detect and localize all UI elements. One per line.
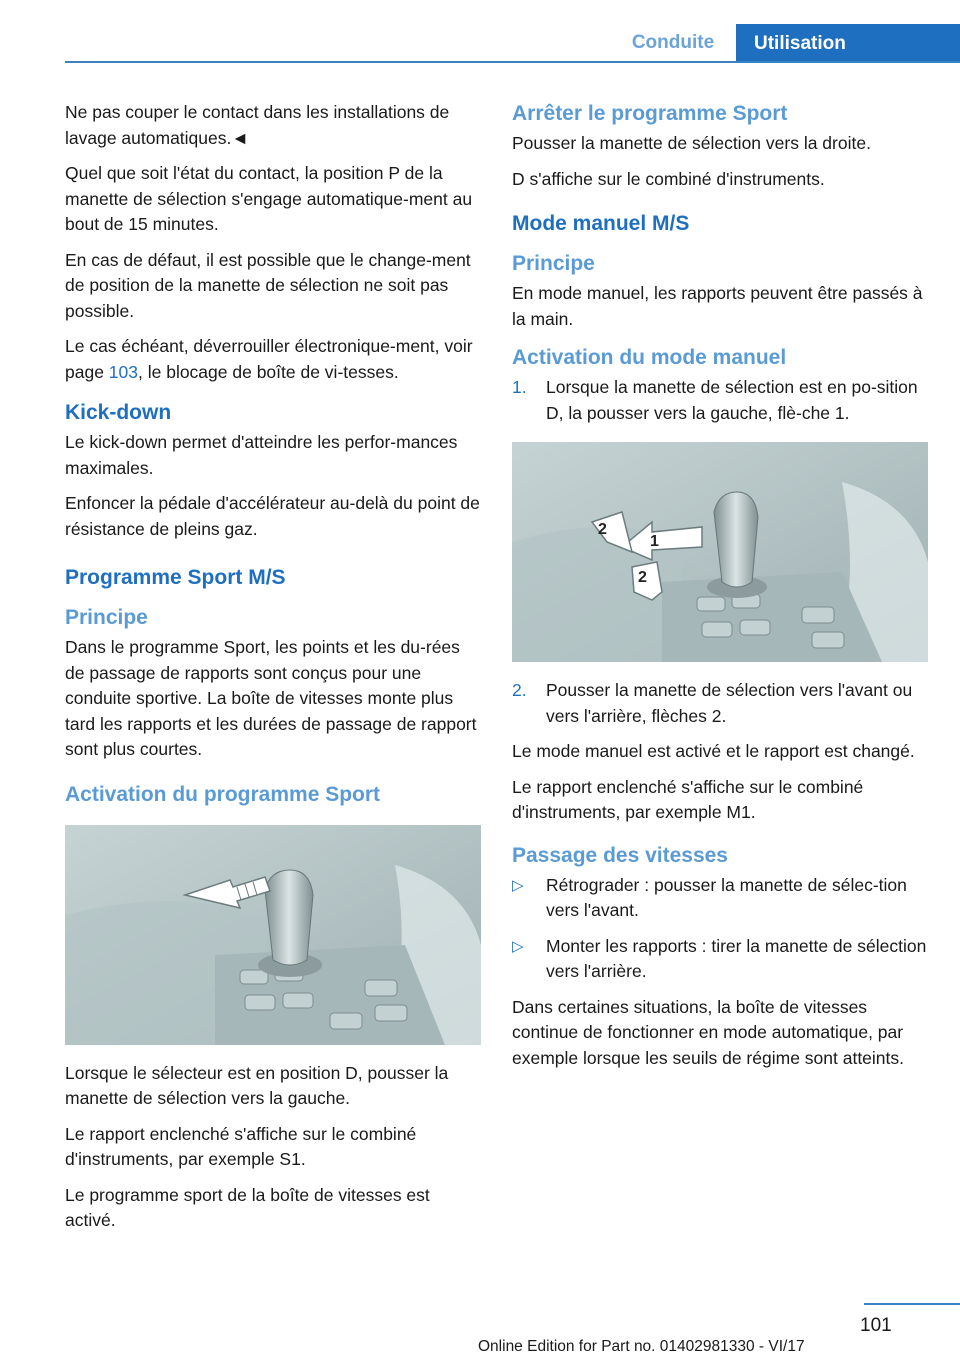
triangle-bullet-icon: ▷ (512, 876, 524, 894)
paragraph: Le kick-down permet d'atteindre les perfor‐mances maximales. (65, 432, 458, 478)
step-number: 1. (512, 377, 527, 397)
bullet-text: Monter les rapports : tirer la manette de sélection vers l'arrière. (546, 935, 927, 981)
paragraph: Dans le programme Sport, les points et les du‐rées de passage de rapports sont conçus pour une conduite sportive. La boîte de vitesses monte plus tard les rapports et les durées de passage de rapport sont plus courtes. (65, 637, 477, 759)
paragraph: Le programme sport de la boîte de vitesses est activé. (65, 1184, 430, 1230)
page-number: 101 (860, 1315, 892, 1336)
page-link[interactable]: 103 (108, 361, 138, 382)
paragraph: Pousser la manette de sélection vers la droite. (512, 133, 871, 153)
heading-manual-mode: Mode manuel M/S (512, 212, 690, 235)
bullet-text: Rétrograder : pousser la manette de sélec‐tion vers l'avant. (546, 874, 907, 920)
list-item (512, 873, 928, 924)
list-item (512, 375, 928, 426)
heading-sport-program: Programme Sport M/S (65, 566, 286, 589)
bullet-list (512, 873, 928, 985)
step-text: Pousser la manette de sélection vers l'avant ou vers l'arrière, flèches 2. (546, 680, 913, 726)
edition-footer: Online Edition for Part no. 01402981330 - VI/17 (478, 1338, 805, 1355)
step-number: 2. (512, 680, 527, 700)
left-column (65, 100, 481, 1244)
arrow-1-label: 1 (650, 533, 659, 550)
paragraph: Enfoncer la pédale d'accélérateur au-delà du point de résistance de pleins gaz. (65, 493, 480, 539)
text: Le cas échéant, déverrouiller électronique‐ment, voir page (65, 336, 473, 382)
footer-divider (864, 1303, 960, 1305)
subheading-stop-sport: Arrêter le programme Sport (512, 102, 788, 125)
paragraph: Quel que soit l'état du contact, la position P de la manette de sélection s'engage automatique‐ment au bout de 15 minutes. (65, 163, 473, 234)
paragraph: D s'affiche sur le combiné d'instruments. (512, 168, 825, 189)
paragraph: Le rapport enclenché s'affiche sur le combiné d'instruments, par exemple S1. (65, 1123, 417, 1169)
text: , le blocage de boîte de vi‐tesses. (138, 361, 399, 382)
paragraph: En cas de défaut, il est possible que le change‐ment de position de la manette de sélection ne soit pas possible. (65, 249, 471, 321)
subheading-activation-manual: Activation du mode manuel (512, 346, 787, 369)
paragraph (65, 334, 481, 385)
paragraph: Le mode manuel est activé et le rapport est changé. (512, 741, 915, 761)
subheading-activation-sport: Activation du programme Sport (65, 782, 381, 806)
paragraph: Lorsque le sélecteur est en position D, pousser la manette de sélection vers la gauche. (65, 1062, 449, 1108)
arrow-2-label: 2 (598, 521, 607, 538)
gear-selector-illustration-manual (512, 442, 928, 662)
subheading-principe: Principe (512, 252, 595, 275)
list-item (512, 934, 928, 985)
paragraph: Dans certaines situations, la boîte de vitesses continue de fonctionner en mode automatique, par exemple lorsque les seuils de régime sont atteints. (512, 996, 905, 1068)
list-item (512, 678, 928, 729)
paragraph: Ne pas couper le contact dans les installations de lavage automatiques.◄ (65, 102, 450, 148)
right-column (512, 100, 928, 1081)
paragraph: Le rapport enclenché s'affiche sur le combiné d'instruments, par exemple M1. (512, 776, 864, 822)
tab-conduite[interactable]: Conduite (631, 32, 715, 53)
tab-utilisation[interactable]: Utilisation (736, 24, 960, 63)
paragraph: En mode manuel, les rapports peuvent être passés à la main. (512, 283, 923, 329)
arrow-2-label: 2 (638, 569, 647, 586)
steps-list (512, 375, 928, 426)
gear-selector-illustration-sport (65, 825, 481, 1045)
header-divider (65, 61, 960, 63)
triangle-bullet-icon: ▷ (512, 937, 524, 955)
subheading-principe: Principe (65, 606, 148, 629)
heading-kickdown: Kick-down (65, 401, 172, 424)
step-text: Lorsque la manette de sélection est en po‐sition D, la pousser vers la gauche, flè‐che 1. (546, 377, 918, 423)
subheading-gear-shifting: Passage des vitesses (512, 843, 728, 867)
steps-list (512, 678, 928, 729)
